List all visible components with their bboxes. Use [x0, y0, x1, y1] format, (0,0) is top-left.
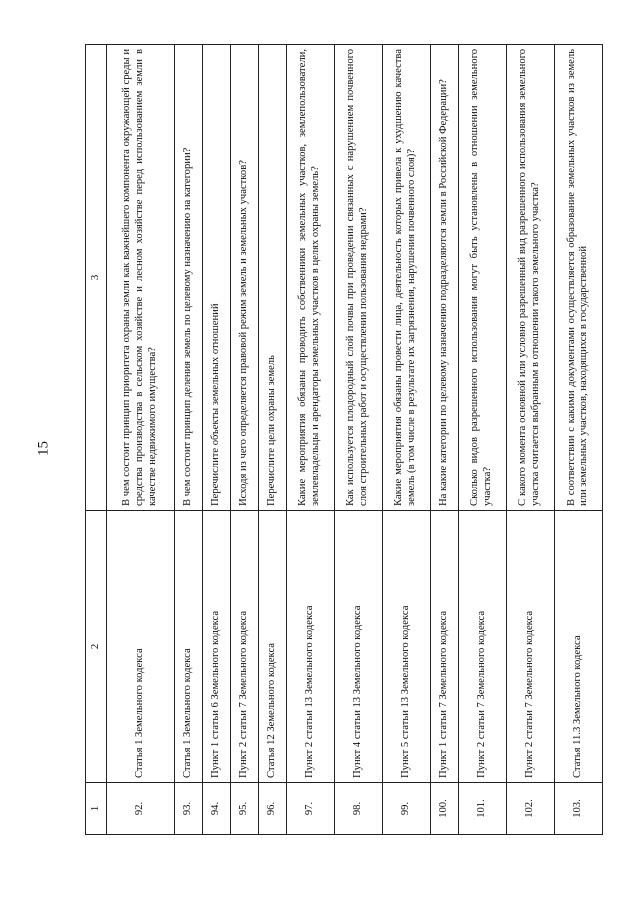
- row-source: Пункт 2 статьи 13 Земельного кодекса: [286, 511, 334, 783]
- row-number: 98.: [334, 783, 382, 835]
- table-header-row: [86, 45, 107, 835]
- row-question: В чем состоит принцип деления земель по целевому назначению на категории?: [175, 45, 203, 511]
- row-question: С какого момента основной или условно разрешенный вид разрешенного использования земельного участка считается выбранным в отношении такого земельного участка?: [506, 45, 554, 511]
- row-source: Статья 11.3 Земельного кодекса: [554, 511, 602, 783]
- row-number: 99.: [382, 783, 430, 835]
- row-number: 103.: [554, 783, 602, 835]
- table-row: [175, 45, 203, 835]
- row-number: 92.: [107, 783, 175, 835]
- row-source: Статья 12 Земельного кодекса: [258, 511, 286, 783]
- header-col-2: 2: [86, 511, 107, 783]
- header-col-3: 3: [86, 45, 107, 511]
- row-number: 97.: [286, 783, 334, 835]
- row-question: В чем состоит принцип приоритета охраны земли как важнейшего компонента окружающей среды и средства производства в сельском хозяйстве и лесном хозяйстве перед использованием земли в качестве недвижимого имущества?: [107, 45, 175, 511]
- row-source: Пункт 1 статьи 7 Земельного кодекса: [430, 511, 458, 783]
- row-source: Статья 1 Земельного кодекса: [107, 511, 175, 783]
- row-source: Пункт 5 статьи 13 Земельного кодекса: [382, 511, 430, 783]
- table-row: [107, 45, 175, 835]
- table-row: [554, 45, 602, 835]
- row-source: Пункт 2 статьи 7 Земельного кодекса: [458, 511, 506, 783]
- row-question: Перечислите объекты земельных отношений: [203, 45, 231, 511]
- table-row: [430, 45, 458, 835]
- row-question: Исходя из чего определяется правовой режим земель и земельных участков?: [230, 45, 258, 511]
- row-question: Сколько видов разрешенного использования могут быть установлены в отношении земельного участка?: [458, 45, 506, 511]
- row-question: Какие мероприятия обязаны проводить собственники земельных участков, землепользователи, землевладельцы и арендаторы земельных участков в целях охраны земель?: [286, 45, 334, 511]
- row-source: Пункт 4 статьи 13 Земельного кодекса: [334, 511, 382, 783]
- table-row: [458, 45, 506, 835]
- row-source: Пункт 2 статьи 7 Земельного кодекса: [506, 511, 554, 783]
- row-source: Пункт 2 статьи 7 Земельного кодекса: [230, 511, 258, 783]
- row-number: 94.: [203, 783, 231, 835]
- header-col-1: 1: [86, 783, 107, 835]
- table-row: [203, 45, 231, 835]
- row-source: Статья 1 Земельного кодекса: [175, 511, 203, 783]
- row-number: 96.: [258, 783, 286, 835]
- table-row: [382, 45, 430, 835]
- row-question: Какие мероприятия обязаны провести лица, деятельность которых привела к ухудшению качества земель (в том числе в результате их загрязнения, нарушения почвенного слоя)?: [382, 45, 430, 511]
- table-row: [334, 45, 382, 835]
- row-number: 100.: [430, 783, 458, 835]
- table-row: [258, 45, 286, 835]
- row-question: В соответствии с какими документами осуществляется образование земельных участков из земель или земельных участков, находящихся в государственной: [554, 45, 602, 511]
- row-question: На какие категории по целевому назначению подразделяются земли в Российской Федерации?: [430, 45, 458, 511]
- questions-table: [85, 44, 603, 835]
- row-number: 93.: [175, 783, 203, 835]
- row-number: 101.: [458, 783, 506, 835]
- page-number: 15: [35, 441, 52, 456]
- table-row: [230, 45, 258, 835]
- row-number: 95.: [230, 783, 258, 835]
- table-row: [286, 45, 334, 835]
- row-number: 102.: [506, 783, 554, 835]
- rotated-table-wrapper: [85, 45, 603, 835]
- row-question: Как используется плодородный слой почвы при проведении связанных с нарушением почвенного слоя строительных работ и осуществлении пользования недрами?: [334, 45, 382, 511]
- table-row: [506, 45, 554, 835]
- row-question: Перечислите цели охраны земель: [258, 45, 286, 511]
- row-source: Пункт 1 статьи 6 Земельного кодекса: [203, 511, 231, 783]
